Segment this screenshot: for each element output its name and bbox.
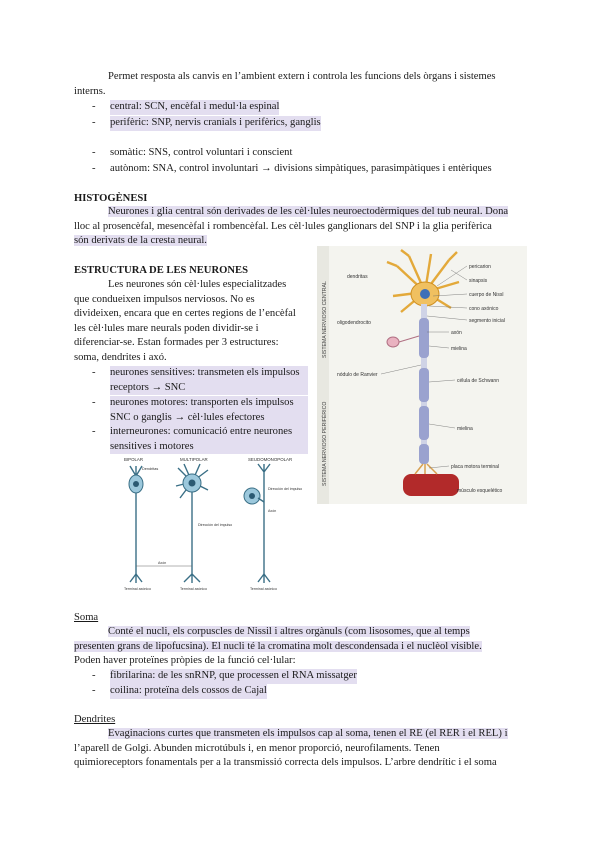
label-bipolar: BIPOLAR [124,457,144,462]
section-heading-soma: Soma [74,612,99,623]
list-item: - [92,670,96,681]
soma-paragraph: Conté el nucli, els corpuscles de Nissil i altres orgànuls (com lisosomes, que al temps presenten grans de lipofucsina). El nucli té la cromatina molt descondensada i el nuclèol visible. Poden haver proteïnes pròpies de la funció cel·lular: [74,626,482,667]
list-item-text: coilina: proteïna dels cossos de Cajal [110,684,267,699]
list-item: - [92,147,96,158]
label-terminal-3: Terminal axónico [250,587,277,591]
label-cuerpo-nissl: cuerpo de Nissl [469,292,504,298]
estructura-paragraph: Les neurones són cèl·lules especialitzades que condueixen impulsos nerviosos. No es divideixen, encara que en certes regions de l’encèfal les cèl·lules mare neurals poden dividir-se i diferenciar-se. Estan formades per 3 estructures: soma, dendrites i axó. [74,279,296,363]
list-item-text: interneurones: comunicació entre neurones sensitives i motores [110,425,308,454]
label-direccion: Dirección del impulso [198,523,233,527]
list-item: - [92,101,96,112]
section-heading-histogenesi: HISTOGÈNESI [74,193,148,204]
list-item: - [92,426,96,437]
list-item: - [92,397,96,408]
label-oligodendrocito: oligodendrocito [337,320,371,326]
label-musculo: músculo esquelético [457,488,503,494]
muscle-shape [403,474,459,496]
label-cono-axonico: cono axónico [469,306,499,312]
list-item-text: autònom: SNA, control involuntari → divisions simpàtiques, parasimpàtiques i entèriques [110,163,492,174]
list-item-text: perifèric: SNP, nervis cranials i perifèrics, ganglis [110,116,321,131]
neuron-types-figure [108,454,304,592]
list-item-text: central: SCN, encèfal i medul·la espinal [110,100,279,115]
label-snc: SISTEMA NERVIOSO CENTRAL [322,281,328,358]
histogenesi-paragraph: Neurones i glia central són derivades de les cèl·lules neuroectodèrmiques del tub neural. Dona lloc al prosencèfal, mesencèfal i rombencèfal. Les cèl·lules ganglionars del SNP i la glia perifèrica són derivats de la cresta neural. [74,206,509,247]
list-item: - [92,367,96,378]
label-sinapsis: sinapsis [469,278,488,284]
label-pericarion: pericarion [469,264,491,270]
list-item-text: neurones sensitives: transmeten els impulsos receptors → SNC [110,366,308,395]
intro-line: Permet resposta als canvis en l’ambient extern i controla les funcions dels òrgans i sistemes [108,71,496,82]
label-nodulo: nódulo de Ranvier [337,372,378,378]
label-mielina-2: mielina [457,426,473,432]
dendrites-paragraph: Evaginacions curtes que transmeten els impulsos cap al soma, tenen el RE (el RER i el REL) i l’aparell de Golgi. Abunden microtúbuls i, en menor proporció, neurofilaments. Tenen quimioreceptors fonamentals per a la transmissió correcta dels impulsos. L’arbre dendrític i el soma [74,728,508,769]
label-terminal-1: Terminal axónico [124,587,151,591]
label-axon-big: axón [451,330,462,336]
label-multipolar: MULTIPOLAR [180,457,208,462]
list-item: - [92,117,96,128]
label-axon-3: Axón [268,509,277,513]
list-item-text: neurones motores: transporten els impulsos SNC o ganglis → cèl·lules efectores [110,396,308,425]
intro-paragraph [74,70,526,99]
label-schwann: célula de Schwann [457,378,499,384]
list-item-text: somàtic: SNS, control voluntari i conscient [110,147,293,158]
intro-line: interns. [74,85,106,97]
list-item: - [92,685,96,696]
label-axon: Axón [158,561,167,565]
label-snp: SISTEMA NERVIOSO PERIFÉRICO [322,401,328,486]
label-terminal-2: Terminal axónico [180,587,207,591]
oligodendrocyte-shape [387,337,399,347]
label-dendritas: Dendritas [142,467,159,471]
list-item: - [92,163,96,174]
label-segmento: segmento inicial [469,318,505,324]
neuron-structure-figure [317,246,527,504]
label-dendritas-big: dendritas [347,274,368,280]
section-heading-estructura: ESTRUCTURA DE LES NEURONES [74,265,248,276]
label-seudomonopolar: SEUDOMONOPOLAR [248,457,293,462]
label-direccion-2: Dirección del impulso [268,487,303,491]
label-mielina: mielina [451,346,467,352]
list-item-text: fibrilarina: de les snRNP, que processen el RNA missatger [110,669,357,684]
label-placa-motora: placa motora terminal [451,464,500,470]
section-heading-dendrites: Dendrites [74,714,116,725]
